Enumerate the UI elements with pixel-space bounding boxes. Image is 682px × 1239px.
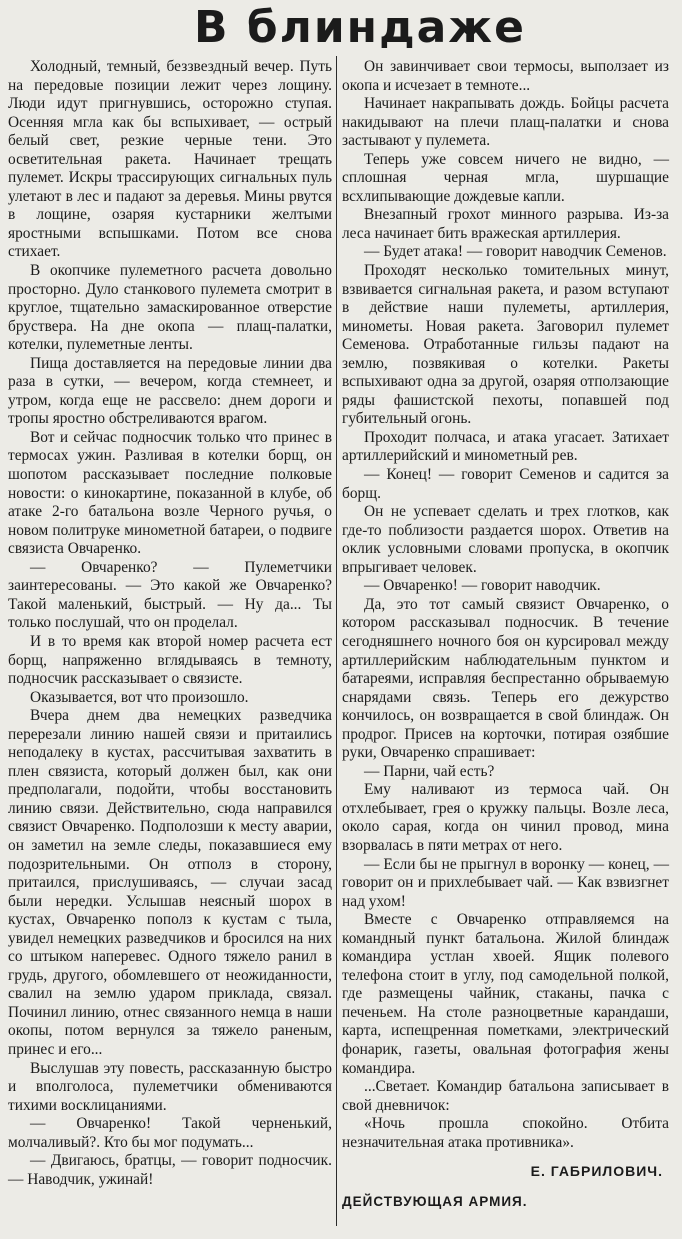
paragraph: ...Светает. Командир батальона записывает в свой дневничок: (342, 1078, 669, 1114)
paragraph: Оказывается, вот что произошло. (30, 688, 249, 706)
paragraph: Внезапный грохот минного разрыва. Из-за леса начинает бить вражеская артиллерия. (342, 206, 669, 242)
column-divider (336, 56, 337, 1226)
paragraph: Холодный, темный, беззвездный вечер. Путь на передовые позиции лежит через лощину. Люди идут пригнувшись, осторожно ступая. Осенняя мгла как бы вспыхивает, — острый белый свет, резкие черные тени. Это осветительная ракета. Начинает трещать пулемет. Искры трассирующих сигнальных пуль улетают в лес и падают за деревья. Мины рвутся в лощине, озаряя кустарники желтыми яростными вспышками. Потом все снова стихает. (8, 58, 332, 261)
paragraph: Проходит полчаса, и атака угасает. Затихает артиллерийский и минометный рев. (342, 428, 669, 465)
paragraph: — Конец! — говорит Семенов и садится за борщ. (342, 466, 669, 502)
right-column (342, 58, 669, 1211)
paragraph: — Двигаюсь, братцы, — говорит подносчик. — Наводчик, ужинай! (8, 1152, 332, 1188)
paragraph: Вместе с Овчаренко отправляемся на командный пункт батальона. Жилой блиндаж командира устлан хвоей. Ящик полевого телефона стоит в углу, под самодельной полкой, где размещены чайник, стаканы, пачка с печеньем. На столе разноцветные карандаши, карта, испещренная пометками, электрический фонарик, газеты, овальная фотография жены командира. (342, 911, 669, 1077)
paragraph: Начинает накрапывать дождь. Бойцы расчета накидывают на плечи плащ-палатки и снова застывают у пулемета. (342, 95, 669, 150)
paragraph: — Парни, чай есть? (364, 762, 495, 780)
paragraph: И в то время как второй номер расчета ест борщ, напряженно вглядываясь в темноту, подносчик рассказывает о связисте. (8, 632, 332, 688)
paragraph: — Овчаренко! Такой черненький, молчаливый?. Кто бы мог подумать... (8, 1115, 332, 1151)
paragraph: Вот и сейчас подносчик только что принес в термосах ужин. Разливая в котелки борщ, он шопотом рассказывает последние полковые новости: о кинокартине, показанной в клубе, об атаке 2-го батальона возле Черного ручья, о новом политруке минометной батареи, о подвиге связиста Овчаренко. (8, 428, 332, 558)
paragraph: — Будет атака! — говорит наводчик Семенов. (364, 243, 667, 261)
headline: В блиндаже (194, 2, 526, 53)
paragraph: — Овчаренко? — Пулеметчики заинтересованы. — Это какой же Овчаренко? Такой маленький, быстрый. — Ну да... Ты только послушай, что он проделал. (8, 558, 332, 632)
dateline: ДЕЙСТВУЮЩАЯ АРМИЯ. (342, 1193, 528, 1209)
paragraph: Проходят несколько томительных минут, взвивается сигнальная ракета, и разом вступают в действие наши пулеметы, артиллерия, минометы. Новая ракета. Заговорил пулемет Семенова. Отработанные гильзы падают на землю, позвякивая о котелки. Ракеты вспыхивают одна за другой, озаряя отползающие ряды фашистской пехоты, попавшей под губительный огонь. (342, 262, 669, 428)
paragraph: Ему наливают из термоса чай. Он отхлебывает, грея о кружку пальцы. Возле леса, около сарая, когда он чинил провод, мина взорвалась в пяти метрах от него. (342, 781, 669, 854)
paragraph: «Ночь прошла спокойно. Отбита незначительная атака противника». (342, 1115, 669, 1151)
paragraph: Теперь уже совсем ничего не видно, — сплошная черная мгла, шуршащие всхлипывающие дождевые капли. (342, 150, 669, 205)
left-column (8, 58, 332, 1189)
paragraph: Пища доставляется на передовые линии два раза в сутки, — вечером, когда стемнеет, и утром, когда еще не рассвело: днем дороги и тропы яростно обстреливаются врагом. (8, 354, 332, 428)
paragraph: Выслушав эту повесть, рассказанную быстро и вполголоса, пулеметчики обмениваются тихими восклицаниями. (8, 1059, 332, 1114)
paragraph: Он не успевает сделать и трех глотков, как где-то поблизости раздается шорох. Ответив на оклик условными словами пропуска, в окопчик впрыгивает человек. (342, 503, 669, 576)
paragraph: Вчера днем два немецких разведчика перерезали линию нашей связи и притаились неподалеку в кустах, рассчитывая захватить в плен связиста, который должен был, как они предполагали, подойти, чтобы восстановить линию связи. Действительно, сюда направился связист Овчаренко. Подполозши к месту аварии, он заметил на земле следы, показавшиеся ему подозрительными. Он отполз в сторону, притаился, прислушиваясь, — случаи засад были нередки. Услышав неясный шорох в кустах, Овчаренко пополз к кустам с тыла, увидел немецких разведчиков и бросился на них со штыком наперевес. Одного тяжело ранил в грудь, другого, обомлевшего от неожиданности, свалил на землю ударом приклада, связал. Починил линию, отнес связанного немца в наши окопы, потом вернулся за тяжело раненым, принес и его... (8, 707, 332, 1058)
paragraph: — Овчаренко! — говорит наводчик. (364, 577, 601, 595)
author-signature: Е. ГАБРИЛОВИЧ. (530, 1163, 663, 1180)
paragraph: Да, это тот самый связист Овчаренко, о котором рассказывал подносчик. В течение сегодняшнего ночного боя он курсировал между артиллерийским наблюдательным пунктом и батареями, исправляя беспрестанно обрываемую снарядами связь. Теперь его дежурство кончилось, он возвращается в свой блиндаж. Он продрог. Присев на корточки, потирая озябшие руки, Овчаренко спрашивает: (342, 595, 669, 762)
paragraph: — Если бы не прыгнул в воронку — конец, — говорит он и прихлебывает чай. — Как взвизгнет над ухом! (342, 855, 669, 910)
paragraph: В окопчике пулеметного расчета довольно просторно. Дуло станкового пулемета смотрит в круглое, тщательно замаскированное отверстие бруствера. На дне окопа — плащ-палатки, котелки, пулеметные ленты. (8, 262, 332, 354)
paragraph: Он завинчивает свои термосы, выползает из окопа и исчезает в темноте... (342, 58, 669, 94)
